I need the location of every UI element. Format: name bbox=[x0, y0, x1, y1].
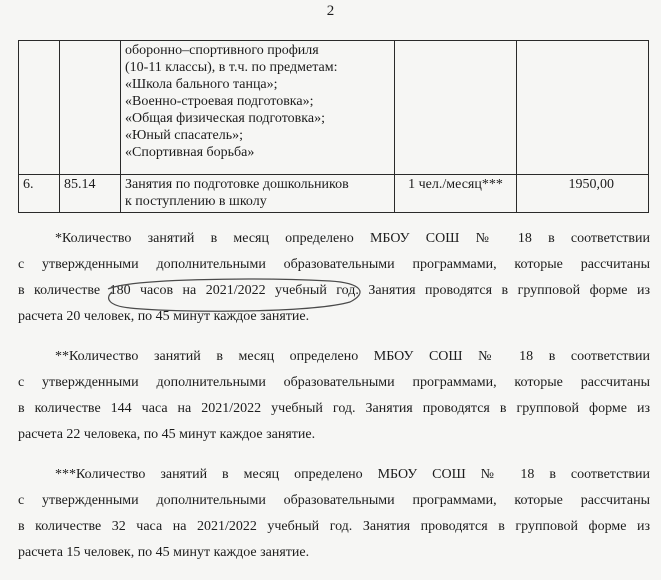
footnote-2 bbox=[18, 344, 650, 448]
footnote-line: расчета 15 человек, по 45 минут каждое занятие. bbox=[18, 545, 310, 560]
service-name-cell bbox=[121, 175, 395, 213]
row-number-cell: 6. bbox=[19, 175, 60, 213]
service-name-line: «Спортивная борьба» bbox=[125, 145, 255, 160]
footnote-3 bbox=[18, 462, 650, 566]
footnote-line: с утвержденными дополнительными образовательными программами, которые рассчитаны bbox=[18, 375, 650, 390]
service-name-line: Занятия по подготовке дошкольников bbox=[125, 177, 349, 192]
service-name-line: «Юный спасатель»; bbox=[125, 128, 244, 143]
row-number-cell bbox=[19, 41, 60, 175]
footnote-line: в количестве 144 часа на 2021/2022 учебный год. Занятия проводятся в групповой форме из bbox=[18, 401, 650, 416]
footnote-line: *Количество занятий в месяц определено МБОУ СОШ № 18 в соответствии bbox=[55, 231, 650, 246]
price-cell bbox=[517, 41, 649, 175]
row-code-cell bbox=[60, 41, 121, 175]
price-cell: 1950,00 bbox=[517, 175, 649, 213]
footnote-line: с утвержденными дополнительными образовательными программами, которые рассчитаны bbox=[18, 257, 650, 272]
table-row bbox=[19, 175, 649, 213]
unit-cell: 1 чел./месяц*** bbox=[395, 175, 517, 213]
service-name-line: (10-11 классы), в т.ч. по предметам: bbox=[125, 60, 338, 75]
service-name-line: к поступлению в школу bbox=[125, 194, 267, 209]
fee-table bbox=[18, 40, 649, 213]
page-number: 2 bbox=[326, 3, 335, 19]
table-row bbox=[19, 41, 649, 175]
unit-cell bbox=[395, 41, 517, 175]
footnote-line: с утвержденными дополнительными образовательными программами, которые рассчитаны bbox=[18, 493, 650, 508]
footnote-1 bbox=[18, 226, 650, 330]
footnote-line: в количестве 180 часов на 2021/2022 учебный год. Занятия проводятся в групповой форме из bbox=[18, 283, 650, 298]
footnote-line: **Количество занятий в месяц определено МБОУ СОШ № 18 в соответствии bbox=[55, 349, 650, 364]
service-name-line: «Общая физическая подготовка»; bbox=[125, 111, 325, 126]
service-name-line: «Военно-строевая подготовка»; bbox=[125, 94, 314, 109]
footnotes bbox=[18, 226, 650, 580]
footnote-line: расчета 20 человек, по 45 минут каждое занятие. bbox=[18, 309, 310, 324]
footnote-line: ***Количество занятий в месяц определено МБОУ СОШ № 18 в соответствии bbox=[55, 467, 650, 482]
service-name-line: оборонно–спортивного профиля bbox=[125, 43, 319, 58]
service-name-cell bbox=[121, 41, 395, 175]
service-name-line: «Школа бального танца»; bbox=[125, 77, 278, 92]
footnote-line: расчета 22 человека, по 45 минут каждое занятие. bbox=[18, 427, 316, 442]
footnote-line: в количестве 32 часа на 2021/2022 учебный год. Занятия проводятся в групповой форме из bbox=[18, 519, 650, 534]
row-code-cell: 85.14 bbox=[60, 175, 121, 213]
